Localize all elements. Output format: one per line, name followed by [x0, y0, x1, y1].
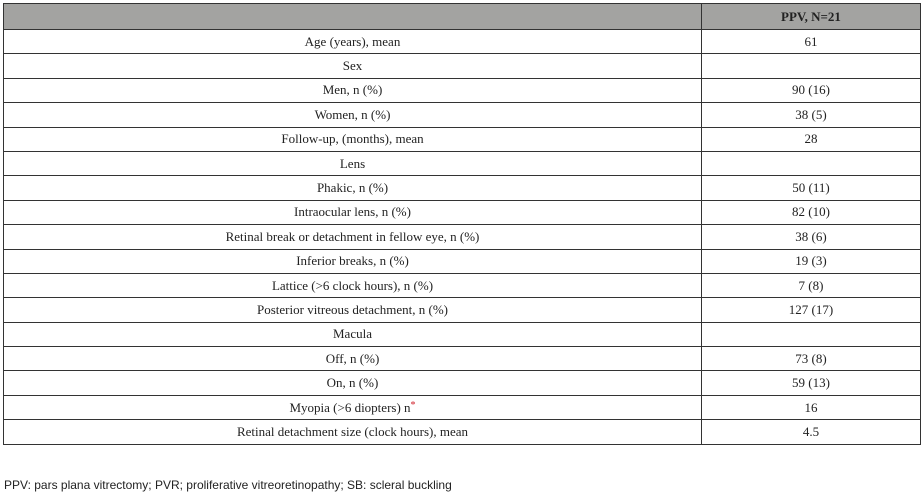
row-value: 16 — [702, 395, 921, 419]
row-label-text: On, n (%) — [326, 375, 379, 391]
row-label-text: Retinal break or detachment in fellow eye, n (%) — [225, 228, 480, 244]
row-value: 59 (13) — [702, 371, 921, 395]
row-value — [702, 54, 921, 78]
row-label — [4, 127, 702, 151]
table-row — [4, 127, 921, 151]
row-label-text: Posterior vitreous detachment, n (%) — [257, 301, 448, 317]
row-value: 38 (5) — [702, 103, 921, 127]
table-row — [4, 395, 921, 419]
row-value: 50 (11) — [702, 176, 921, 200]
row-label-text: Age (years), mean — [304, 33, 401, 49]
table-row — [4, 420, 921, 444]
table-row — [4, 273, 921, 297]
row-value: 61 — [702, 30, 921, 54]
row-label-text: Intraocular lens, n (%) — [294, 204, 411, 220]
table-row — [4, 176, 921, 200]
table-footnote: PPV: pars plana vitrectomy; PVR; proliferative vitreoretinopathy; SB: scleral buckling — [4, 478, 452, 492]
table-row — [4, 322, 921, 346]
row-label — [4, 103, 702, 127]
table-row — [4, 298, 921, 322]
row-label-text: Phakic, n (%) — [316, 180, 389, 196]
characteristics-table — [3, 3, 921, 445]
table-row — [4, 103, 921, 127]
row-label-text: Follow-up, (months), mean — [281, 131, 424, 147]
row-label-text: Off, n (%) — [325, 350, 380, 366]
row-label-text: Lens — [339, 155, 366, 171]
row-label — [4, 200, 702, 224]
row-label — [4, 395, 702, 419]
header-cell-ppv: PPV, N=21 — [702, 4, 921, 30]
row-label — [4, 347, 702, 371]
row-label — [4, 322, 702, 346]
row-value: 38 (6) — [702, 225, 921, 249]
row-label — [4, 273, 702, 297]
table-row — [4, 151, 921, 175]
row-label-text: Women, n (%) — [314, 106, 391, 122]
row-label — [4, 54, 702, 78]
table-row — [4, 249, 921, 273]
row-label — [4, 420, 702, 444]
row-label — [4, 249, 702, 273]
row-value: 90 (16) — [702, 78, 921, 102]
row-label-text: Retinal detachment size (clock hours), mean — [236, 423, 469, 439]
row-value: 73 (8) — [702, 347, 921, 371]
row-label — [4, 298, 702, 322]
row-label — [4, 30, 702, 54]
row-label-text: Sex — [342, 58, 363, 74]
row-value: 19 (3) — [702, 249, 921, 273]
table-row — [4, 78, 921, 102]
row-value: 28 — [702, 127, 921, 151]
row-label — [4, 176, 702, 200]
table-row — [4, 371, 921, 395]
row-label — [4, 371, 702, 395]
row-label-text: Men, n (%) — [322, 82, 383, 98]
table-header-row — [4, 4, 921, 30]
table-row — [4, 30, 921, 54]
row-label — [4, 225, 702, 249]
table-row — [4, 225, 921, 249]
row-value — [702, 322, 921, 346]
row-value: 127 (17) — [702, 298, 921, 322]
header-cell-label — [4, 4, 702, 30]
row-value: 4.5 — [702, 420, 921, 444]
row-value: 7 (8) — [702, 273, 921, 297]
row-value — [702, 151, 921, 175]
row-label — [4, 78, 702, 102]
row-label-text: Macula — [333, 326, 372, 342]
table-row — [4, 347, 921, 371]
row-value: 82 (10) — [702, 200, 921, 224]
row-label-text: Lattice (>6 clock hours), n (%) — [271, 277, 434, 293]
row-label-text: Inferior breaks, n (%) — [296, 253, 409, 269]
row-label — [4, 151, 702, 175]
row-label-text: Myopia (>6 diopters) n — [289, 399, 411, 415]
table-row — [4, 200, 921, 224]
footnote-marker: * — [410, 399, 416, 411]
table-row — [4, 54, 921, 78]
